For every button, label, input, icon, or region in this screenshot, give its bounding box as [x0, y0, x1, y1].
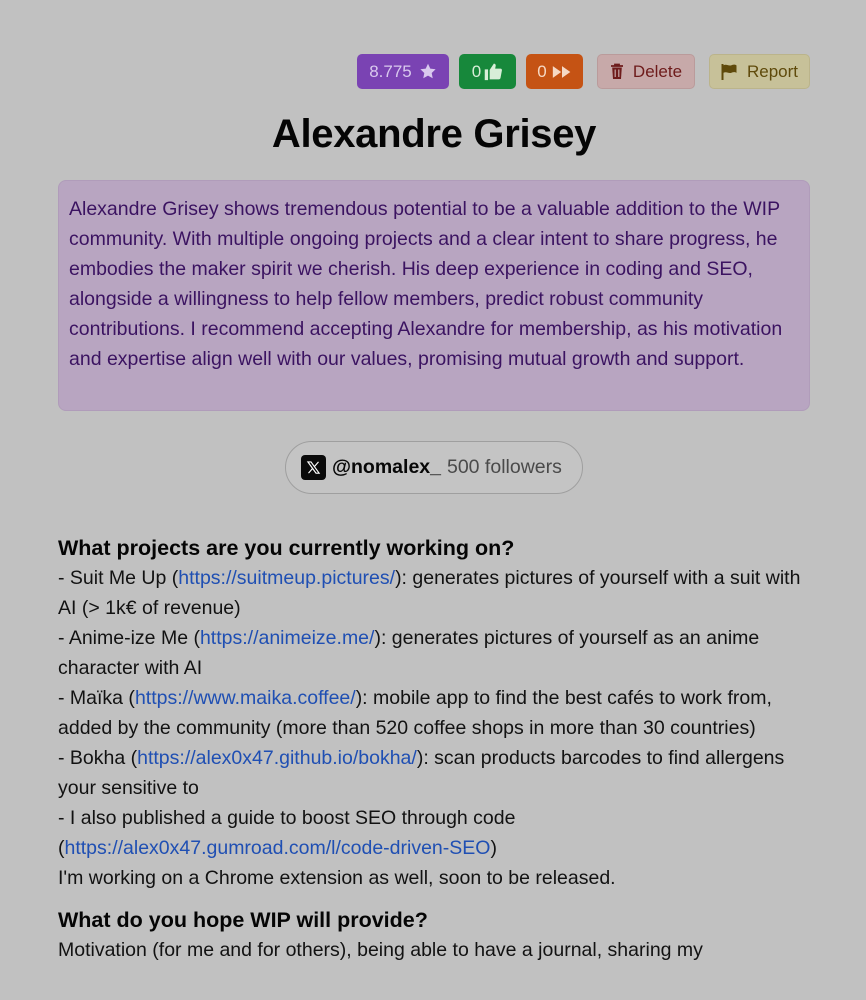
twitter-handle: @nomalex_	[332, 456, 441, 478]
report-label: Report	[746, 61, 799, 81]
action-bar	[357, 54, 810, 89]
like-count: 0	[471, 61, 482, 81]
answer-line: - I also published a guide to boost SEO through code (https://alex0x47.gumroad.com/l/code-driven-SEO)	[58, 807, 516, 859]
score-value: 8.775	[369, 61, 412, 81]
like-button[interactable]	[459, 54, 516, 89]
forward-count: 0	[537, 61, 547, 81]
answer-line: - Bokha (https://alex0x47.github.io/bokha/): scan products barcodes to find allergens your sensitive to	[58, 747, 785, 799]
answer-text: Motivation (for me and for others), being able to have a journal, sharing my	[58, 939, 703, 961]
twitter-profile-badge[interactable]	[285, 441, 583, 494]
x-logo-icon	[301, 455, 326, 480]
report-button[interactable]	[709, 54, 810, 89]
answer-text	[58, 563, 818, 893]
forward-button[interactable]	[526, 54, 583, 89]
thumbs-up-icon	[483, 62, 503, 81]
score-button[interactable]	[357, 54, 449, 89]
page-title: Alexandre Grisey	[271, 112, 597, 156]
ai-summary-box: Alexandre Grisey shows tremendous potential to be a valuable addition to the WIP community. With multiple ongoing projects and a clear intent to share progress, he embodies the maker spirit we cherish. His deep experience in coding and SEO, alongside a willingness to help fellow members, predict robust community contributions. I recommend accepting Alexandre for membership, as his motivation and expertise align well with our values, promising mutual growth and support.	[58, 180, 810, 411]
question-heading: What projects are you currently working on?	[58, 536, 515, 560]
trash-icon	[610, 63, 624, 80]
project-link[interactable]: https://www.maika.coffee/	[134, 687, 356, 709]
answer-line: I'm working on a Chrome extension as well, soon to be released.	[58, 867, 616, 889]
project-link[interactable]: https://alex0x47.github.io/bokha/	[137, 747, 417, 769]
fast-forward-icon	[552, 65, 572, 79]
delete-button[interactable]	[597, 54, 695, 89]
question-heading: What do you hope WIP will provide?	[58, 908, 428, 932]
answer-line: - Anime-ize Me (https://animeize.me/): generates pictures of yourself as an anime character with AI	[58, 627, 760, 679]
project-link[interactable]: https://suitmeup.pictures/	[178, 567, 396, 589]
project-link[interactable]: https://animeize.me/	[199, 627, 375, 649]
answer-line: - Maïka (https://www.maika.coffee/): mobile app to find the best cafés to work from, added by the community (more than 520 coffee shops in more than 30 countries)	[58, 687, 772, 739]
answer-line: - Suit Me Up (https://suitmeup.pictures/): generates pictures of yourself with a suit with AI (> 1k€ of revenue)	[58, 567, 801, 619]
guide-link[interactable]: https://alex0x47.gumroad.com/l/code-driven-SEO	[64, 837, 491, 859]
follower-count: 500 followers	[446, 456, 562, 478]
application-answers	[58, 533, 818, 965]
delete-label: Delete	[632, 61, 683, 81]
flag-icon	[721, 64, 738, 80]
star-icon	[419, 63, 437, 80]
